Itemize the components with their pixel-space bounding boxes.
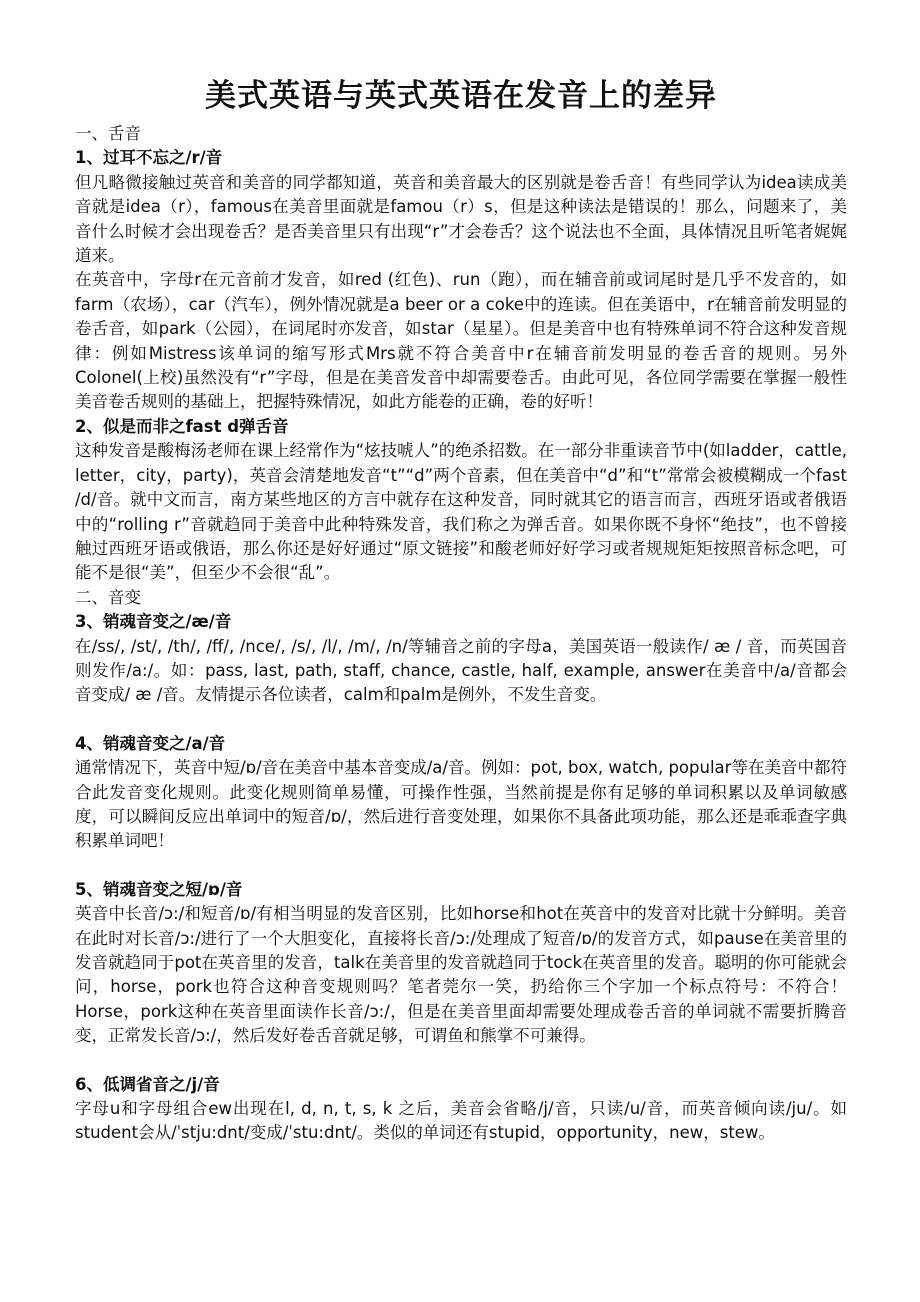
paragraph: 在英音中，字母r在元音前才发音，如red (红色)、run（跑），而在辅音前或词尾时是几乎不发音的，如farm（农场），car（汽车），例外情况就是a beer or a coke中的连读。但在美语中，r在辅音前发明显的卷舌音，如park（公园），在词尾时亦发音，如star（星星）。但是美音中也有特殊单词不符合这种发音规律：例如Mistress该单词的缩写形式Mrs就不符合美音中r在辅音前发明显的卷舌音的规则。另外Colonel(上校)虽然没有“r”字母，但是在美音发音中却需要卷舌。由此可见，各位同学需要在掌握一般性美音卷舌规则的基础上，把握特殊情况，如此方能卷的正确，卷的好听！ [75,270,847,412]
paragraph: 这种发音是酸梅汤老师在课上经常作为“炫技唬人”的绝杀招数。在一部分非重读音节中(如ladder，cattle, letter，city，party)，英音会清楚地发音“t”“d”两个音素，但在美音中“d”和“t”常常会被模糊成一个fast /d/音。就中文而言，南方某些地区的方言中就存在这种发音，同时就其它的语言而言，西班牙语或者俄语中的“rolling r”音就趋同于美音中此种特殊发音，我们称之为弹舌音。如果你既不身怀“绝技”，也不曾接触过西班牙语或俄语，那么你还是好好通过“原文链接”和酸老师好好学习或者规规矩矩按照音标念吧，可能不是很“美”，但至少不会很“乱”。 [75,441,847,583]
paragraph: 英音中长音/ɔ:/和短音/ɒ/有相当明显的发音区别，比如horse和hot在英音中的发音对比就十分鲜明。美音在此时对长音/ɔ:/进行了一个大胆变化，直接将长音/ɔ:/处理成了短音/ɒ/的发音方式，如pause在美音里的发音就趋同于pot在英音里的发音，talk在美音里的发音就趋同于tock在英音里的发音。聪明的你可能就会问，horse，pork也符合这种音变规则吗？笔者莞尔一笑，扔给你三个字加一个标点符号：不符合！Horse，pork这种在英音里面读作长音/ɔ:/，但是在美音里面却需要处理成卷舌音的单词就不需要折腾音变，正常发长音/ɔ:/，然后发好卷舌音就足够，可谓鱼和熊掌不可兼得。 [75,904,847,1046]
subsection-heading: 2、似是而非之fast d弹舌音 [75,416,289,436]
paragraph: 在/ss/, /st/, /th/, /ff/, /nce/, /s/, /l/, /m/, /n/等辅音之前的字母a，美国英语一般读作/ æ / 音，而英国音则发作/a:/。如：pass, last, path, staff, chance, castle, half, example, answer在美音中/a/音都会音变成/ æ /音。友情提示各位读者，calm和palm是例外，不发生音变。 [75,636,847,705]
subsection-heading: 3、销魂音变之/æ/音 [75,612,232,632]
paragraph: 通常情况下，英音中短/ɒ/音在美音中基本音变成/a/音。例如：pot, box, watch, popular等在美音中都符合此发音变化规则。此变化规则简单易懂，可操作性强，当然前提是你有足够的单词积累以及单词敏感度，可以瞬间反应出单词中的短音/ɒ/，然后进行音变处理，如果你不具备此项功能，那么还是乖乖查字典积累单词吧！ [75,758,847,851]
subsection-heading: 4、销魂音变之/a/音 [75,733,226,753]
section-heading: 二、音变 [75,587,141,607]
section-tongue [75,122,847,586]
section-sound-change [75,586,847,1146]
subsection-heading: 6、低调省音之/j/音 [75,1074,220,1094]
document-page [75,72,847,1146]
paragraph: 但凡略微接触过英音和美音的同学都知道，英音和美音最大的区别就是卷舌音！有些同学认为idea读成美音就是idea（r），famous在美音里面就是famou（r）s，但是这种读法是错误的！那么，问题来了，美音什么时候才会出现卷舌？是否美音里只有出现“r”才会卷舌？这个说法也不全面，具体情况且听笔者娓娓道来。 [75,172,847,266]
subsection-heading: 5、销魂音变之短/ɒ/音 [75,879,243,899]
subsection-heading: 1、过耳不忘之/r/音 [75,148,223,168]
spacer [75,708,847,732]
paragraph: 字母u和字母组合ew出现在l, d, n, t, s, k 之后，美音会省略/j/音，只读/u/音，而英音倾向读/ju/。如student会从/ˈstju:dnt/变成/ˈstu:dnt/。类似的单词还有stupid，opportunity，new，stew。 [75,1099,847,1143]
spacer [75,854,847,878]
document-title: 美式英语与英式英语在发音上的差异 [205,78,717,114]
section-heading: 一、舌音 [75,124,141,143]
spacer [75,1049,847,1073]
